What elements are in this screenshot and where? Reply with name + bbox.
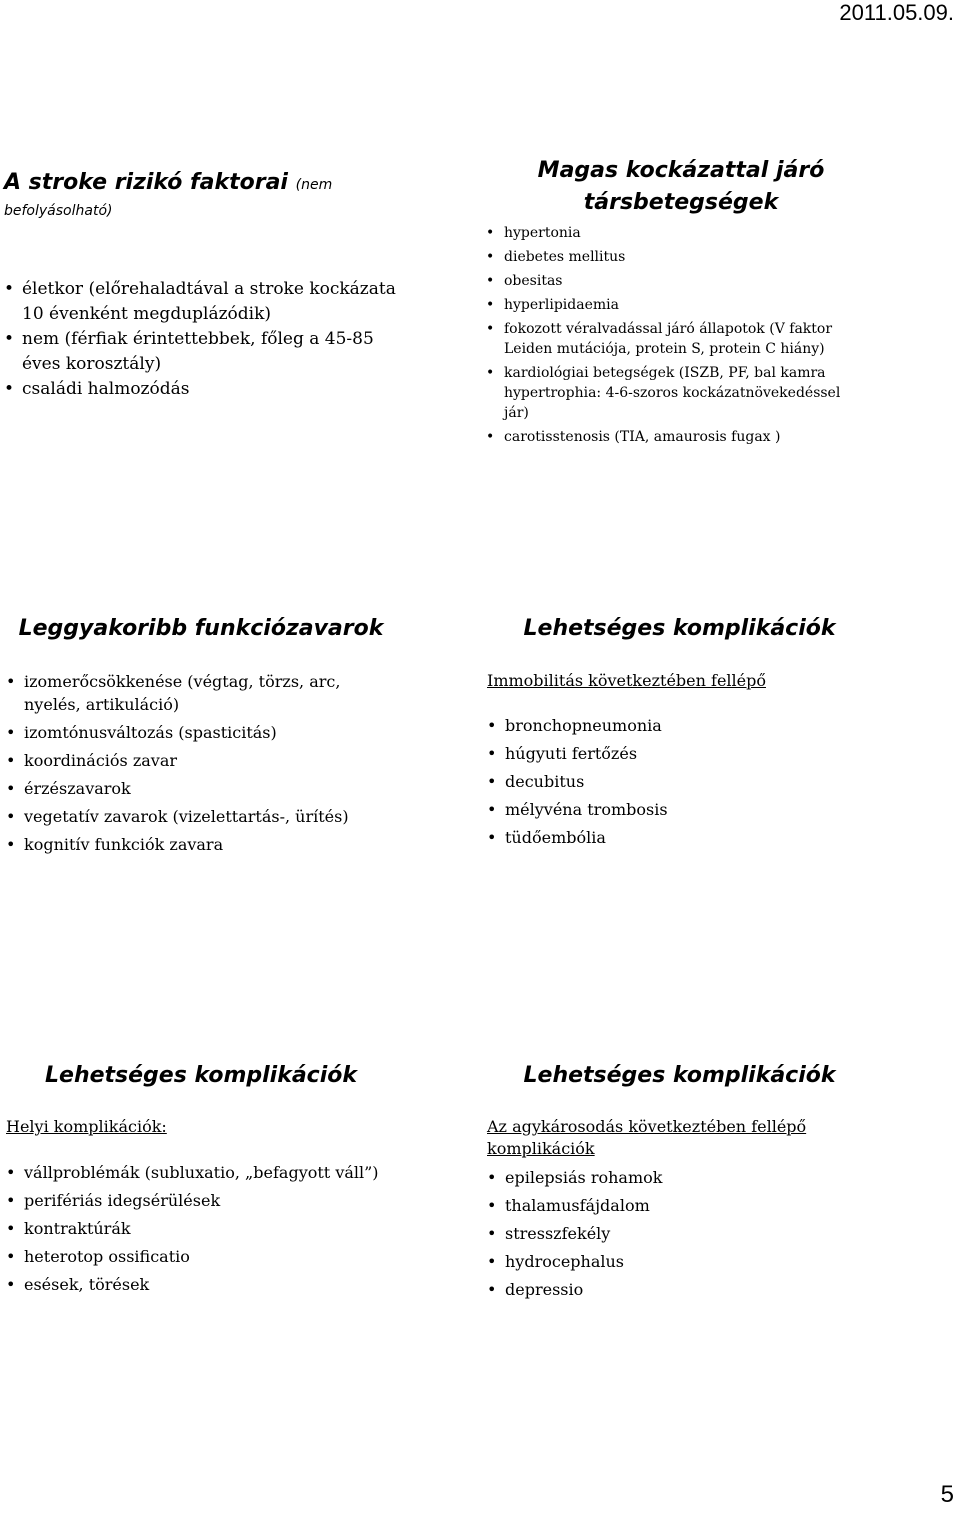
list-item: • családi halmozódás — [4, 377, 399, 402]
list-item: • stresszfekély — [487, 1222, 847, 1245]
list-item: • tüdőembólia — [487, 826, 847, 849]
slide-complications-immobility — [487, 616, 907, 849]
brain-damage-complication-list — [487, 1166, 847, 1301]
title-text: A stroke rizikó faktorai — [4, 170, 288, 195]
list-item: • heterotop ossificatio — [6, 1245, 426, 1268]
list-item: • izomtónusváltozás (spasticitás) — [6, 721, 351, 744]
list-item: • perifériás idegsérülések — [6, 1189, 426, 1212]
slide-title: Lehetséges komplikációk — [45, 1063, 357, 1088]
slide-title: Lehetséges komplikációk — [523, 1063, 836, 1088]
list-item: • vállproblémák (subluxatio, „befagyott váll”) — [6, 1161, 426, 1184]
slide-risk-factors — [4, 170, 444, 402]
list-item: • mélyvéna trombosis — [487, 798, 847, 821]
slide-complications-brain-damage — [487, 1063, 907, 1301]
slide-functional-disorders — [6, 616, 446, 856]
list-item: • esések, törések — [6, 1273, 426, 1296]
list-item: • érzészavarok — [6, 777, 351, 800]
immobility-complication-list — [487, 714, 847, 849]
section-subheading: Helyi komplikációk: — [6, 1117, 167, 1137]
page-number: 5 — [940, 1481, 954, 1508]
list-item: • obesitas — [486, 271, 846, 291]
local-complication-list — [6, 1161, 426, 1296]
list-item: • vegetatív zavarok (vizelettartás-, ürítés) — [6, 805, 351, 828]
title-note: (nem befolyásolható) — [4, 177, 333, 220]
list-item: • fokozott véralvadással járó állapotok (V faktor Leiden mutációja, protein S, protein C hiány) — [486, 319, 846, 359]
page-date: 2011.05.09. — [839, 0, 954, 25]
list-item: • hypertonia — [486, 223, 846, 243]
slide-title: Lehetséges komplikációk — [523, 616, 836, 641]
list-item: • bronchopneumonia — [487, 714, 847, 737]
section-subheading: Az agykárosodás következtében fellépő komplikációk — [487, 1117, 807, 1159]
list-item: • kardiológiai betegségek (ISZB, PF, bal kamra hypertrophia: 4-6-szoros kockázatnövekedéssel jár) — [486, 363, 846, 423]
list-item: • decubitus — [487, 770, 847, 793]
list-item: • kognitív funkciók zavara — [6, 833, 351, 856]
list-item: • nem (férfiak érintettebbek, főleg a 45-85 éves korosztály) — [4, 327, 399, 377]
slide-title — [4, 170, 444, 223]
slide-comorbidities — [486, 155, 886, 447]
functional-disorder-list — [6, 670, 351, 856]
comorbidity-list — [486, 223, 846, 447]
list-item: • hydrocephalus — [487, 1250, 847, 1273]
section-subheading: Immobilitás következtében fellépő — [487, 671, 766, 691]
list-item: • depressio — [487, 1278, 847, 1301]
list-item: • kontraktúrák — [6, 1217, 426, 1240]
list-item: • carotisstenosis (TIA, amaurosis fugax ) — [486, 427, 846, 447]
slide-title: Magas kockázattal járó társbetegségek — [537, 158, 825, 215]
list-item: • izomerőcsökkenése (végtag, törzs, arc, nyelés, artikuláció) — [6, 670, 351, 716]
list-item: • hyperlipidaemia — [486, 295, 846, 315]
list-item: • epilepsiás rohamok — [487, 1166, 847, 1189]
list-item: • életkor (előrehaladtával a stroke kockázata 10 évenként megduplázódik) — [4, 277, 399, 327]
list-item: • húgyuti fertőzés — [487, 742, 847, 765]
slide-complications-local — [6, 1063, 446, 1296]
list-item: • koordinációs zavar — [6, 749, 351, 772]
list-item: • thalamusfájdalom — [487, 1194, 847, 1217]
slide-title: Leggyakoribb funkciózavarok — [18, 616, 384, 641]
risk-factor-list — [4, 277, 399, 402]
list-item: • diebetes mellitus — [486, 247, 846, 267]
